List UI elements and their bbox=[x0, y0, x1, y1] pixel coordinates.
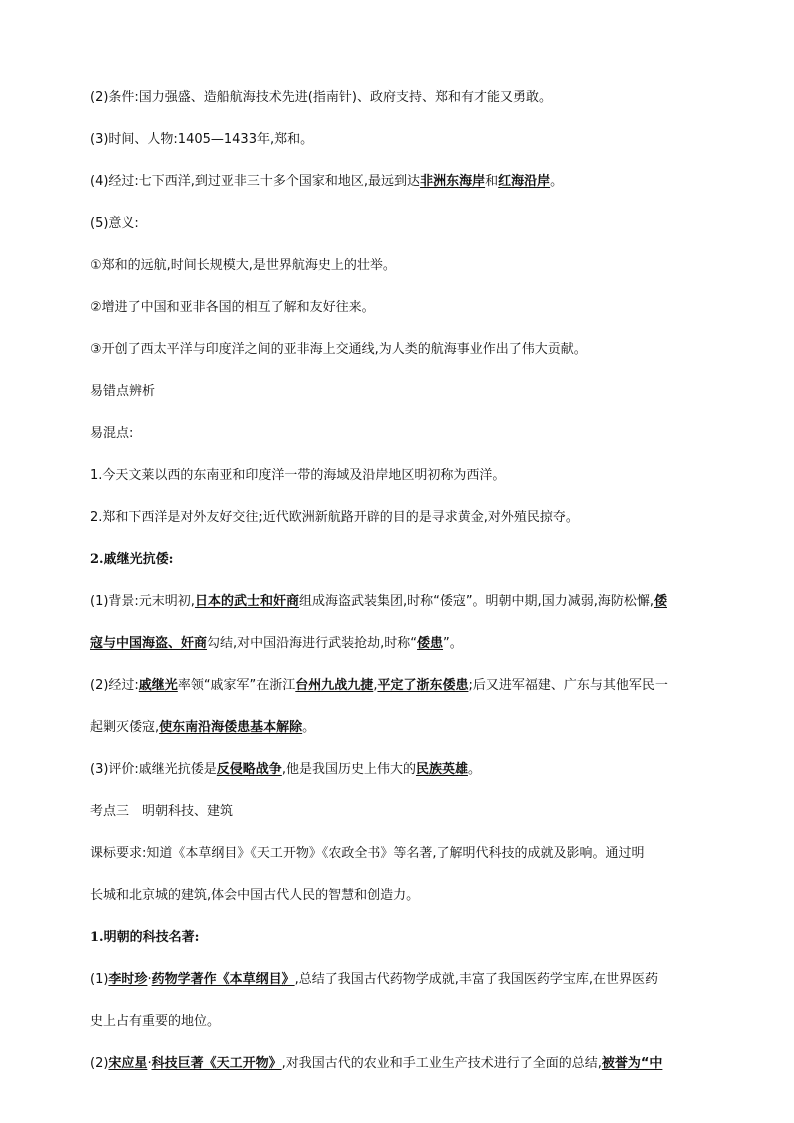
text-run: (2) bbox=[90, 1056, 109, 1071]
text-run: (1)背景:元末明初, bbox=[90, 594, 195, 609]
text-run: 勾结,对中国沿海进行武装抢劫,时称“ bbox=[207, 636, 418, 651]
keyword: 红海沿岸 bbox=[498, 174, 551, 189]
text-line-song-yingxing bbox=[90, 1055, 710, 1073]
text-line-significance-2: ②增进了中国和亚非各国的相互了解和友好往来。 bbox=[90, 300, 375, 315]
text-line-evaluation bbox=[90, 761, 710, 779]
text-line-significance-heading: (5)意义: bbox=[90, 216, 139, 231]
text-run: (3)评价:戚继光抗倭是 bbox=[90, 762, 217, 777]
text-line-li-shizhen bbox=[90, 971, 710, 989]
text-run: · bbox=[147, 972, 152, 987]
text-run: (2)经过: bbox=[90, 678, 139, 693]
text-line-background-cont bbox=[90, 635, 710, 653]
text-run: 和 bbox=[485, 174, 499, 189]
section-heading-tech-books: 1.明朝的科技名著: bbox=[90, 930, 200, 945]
text-line-curriculum-cont: 长城和北京城的建筑,体会中国古代人民的智慧和创造力。 bbox=[90, 888, 420, 903]
text-run: 率领“戚家军”在浙江 bbox=[177, 678, 296, 693]
section-heading-ming-tech: 考点三 明朝科技、建筑 bbox=[90, 804, 234, 819]
text-run: ,总结了我国古代药物学成就,丰富了我国医药学宝库,在世界医药 bbox=[294, 972, 658, 987]
text-run: 组成海盗武装集团,时称“倭寇”。明朝中期,国力减弱,海防松懈, bbox=[298, 594, 654, 609]
text-line-li-shizhen-cont: 史上占有重要的地位。 bbox=[90, 1014, 221, 1029]
text-run: ;后又进军福建、广东与其他军民一 bbox=[468, 678, 668, 693]
text-line-process-cont bbox=[90, 719, 710, 737]
keyword: 使东南沿海倭患基本解除 bbox=[159, 720, 303, 735]
keyword: 药物学著作《本草纲目》 bbox=[151, 972, 295, 987]
keyword: 倭 bbox=[653, 594, 667, 609]
keyword: 宋应星 bbox=[108, 1056, 148, 1071]
text-run: , bbox=[373, 678, 378, 693]
text-run: 。 bbox=[302, 720, 316, 735]
text-line-conditions: (2)条件:国力强盛、造船航海技术先进(指南针)、政府支持、郑和有才能又勇敢。 bbox=[90, 90, 552, 105]
text-line-error-analysis: 易错点辨析 bbox=[90, 384, 156, 399]
keyword: 寇与中国海盗、奸商 bbox=[90, 636, 208, 651]
keyword: 民族英雄 bbox=[415, 762, 468, 777]
text-line-confusion-1: 1.今天文莱以西的东南亚和印度洋一带的海域及沿岸地区明初称为西洋。 bbox=[90, 468, 506, 483]
text-run: 起剿灭倭寇, bbox=[90, 720, 160, 735]
keyword: 平定了浙东倭患 bbox=[377, 678, 469, 693]
text-run: ,对我国古代的农业和手工业生产技术进行了全面的总结, bbox=[281, 1056, 602, 1071]
text-run: · bbox=[147, 1056, 152, 1071]
text-line-process bbox=[90, 677, 710, 695]
text-run: (4)经过:七下西洋,到过亚非三十多个国家和地区,最远到达 bbox=[90, 174, 421, 189]
text-line-time-person: (3)时间、人物:1405—1433年,郑和。 bbox=[90, 132, 314, 147]
keyword: 倭患 bbox=[417, 636, 444, 651]
text-line-voyages bbox=[90, 173, 710, 191]
text-line-curriculum: 课标要求:知道《本草纲目》《天工开物》《农政全书》等名著,了解明代科技的成就及影响。通过明 bbox=[90, 846, 645, 861]
text-line-confusion-2: 2.郑和下西洋是对外友好交往;近代欧洲新航路开辟的目的是寻求黄金,对外殖民掠夺。 bbox=[90, 510, 579, 525]
text-line-confusion-heading: 易混点: bbox=[90, 426, 134, 441]
text-run: 。 bbox=[550, 174, 564, 189]
keyword: 台州九战九捷 bbox=[295, 678, 374, 693]
text-run: 。 bbox=[467, 762, 481, 777]
keyword: 戚继光 bbox=[138, 678, 178, 693]
text-line-background bbox=[90, 593, 710, 611]
text-line-significance-3: ③开创了西太平洋与印度洋之间的亚非海上交通线,为人类的航海事业作出了伟大贡献。 bbox=[90, 342, 587, 357]
text-line-significance-1: ①郑和的远航,时间长规模大,是世界航海史上的壮举。 bbox=[90, 258, 396, 273]
text-run: ,他是我国历史上伟大的 bbox=[281, 762, 416, 777]
keyword: 被誉为“中 bbox=[601, 1056, 663, 1071]
section-heading-qi-jiguang: 2.戚继光抗倭: bbox=[90, 552, 174, 567]
keyword: 非洲东海岸 bbox=[420, 174, 486, 189]
text-run: ”。 bbox=[443, 636, 463, 651]
text-run: (1) bbox=[90, 972, 109, 987]
keyword: 李时珍 bbox=[108, 972, 148, 987]
keyword: 反侵略战争 bbox=[216, 762, 282, 777]
keyword: 日本的武士和奸商 bbox=[194, 594, 299, 609]
keyword: 科技巨著《天工开物》 bbox=[151, 1056, 282, 1071]
